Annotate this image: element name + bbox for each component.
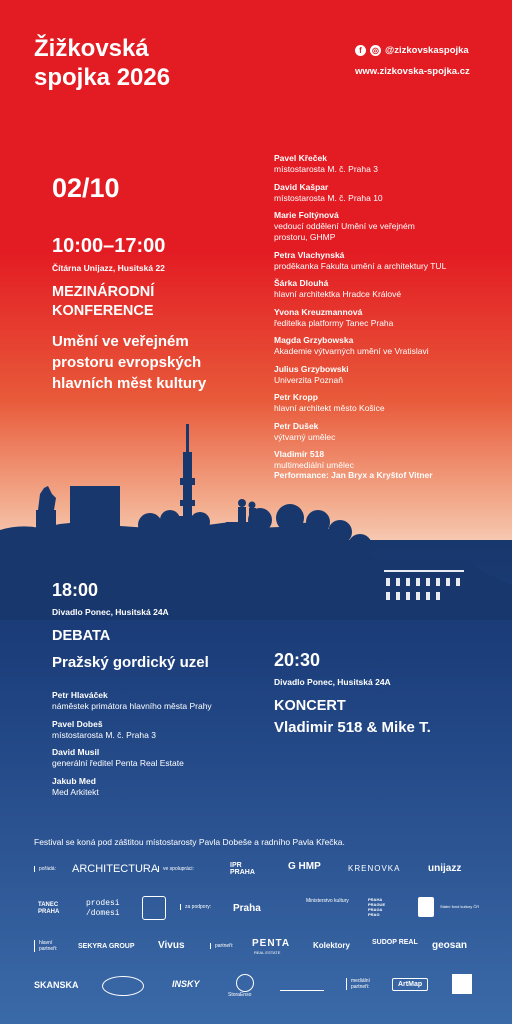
concert-venue: Divadlo Ponec, Husitská 24A [274, 677, 391, 687]
title-line-2: spojka 2026 [34, 64, 171, 91]
logo-praha: Praha [233, 903, 261, 914]
title-line-1: Žižkovská [34, 35, 149, 62]
conference-venue: Čítárna Unijazz, Husitská 22 [52, 263, 165, 273]
logo-praha-grid: PRAHA PRAGUE PRAGA PRAG [368, 897, 386, 917]
label-main-partners-1: hlavní [39, 940, 53, 946]
speaker [274, 307, 504, 329]
speaker [274, 449, 504, 471]
speaker-name: Petr Kropp [274, 392, 318, 402]
speaker-name: Petra Vlachynská [274, 249, 345, 260]
speaker-role: výtvarný umělec [274, 431, 336, 442]
speaker-name: David Musil [52, 747, 100, 757]
logo-sudop: SUDOP REAL [372, 939, 418, 946]
logo-ministerstvo: Ministerstvo kultury [306, 898, 349, 904]
speaker-name: Magda Grzybowska [274, 335, 354, 345]
logo-geosan: geosan [432, 940, 468, 951]
speaker-role: místostarosta M. č. Praha 3 [52, 729, 156, 740]
speaker-name: Petr Hlaváček [52, 690, 108, 700]
label-organizer: pořádá: [34, 866, 56, 872]
label-main-partners [34, 940, 57, 952]
logo-sekyra: SEKYRA GROUP [78, 943, 135, 950]
speaker-role: prostoru, GHMP [274, 232, 336, 242]
conference-type [52, 283, 154, 321]
conference-subtitle [52, 331, 206, 394]
speaker [274, 153, 504, 175]
speaker-role: proděkanka Fakulta umění a architektury TUL [274, 260, 447, 271]
logo-penta: PENTA [252, 938, 291, 949]
conference-type-line-1: MEZINÁRODNÍ [52, 284, 155, 300]
speaker-name: Šárka Dlouhá [274, 278, 329, 288]
subtitle-line-3: hlavních měst kultury [52, 375, 207, 392]
subtitle-line-1: Umění ve veřejném [52, 333, 189, 350]
logo-prodesi: prodesi /domesi [86, 899, 120, 918]
instagram-icon[interactable]: ◎ [370, 45, 381, 56]
debate-speakers [52, 690, 272, 804]
speaker-role: Univerzita Poznaň [274, 374, 343, 385]
speaker [274, 182, 504, 204]
speaker [274, 364, 504, 386]
logo-architectura: ARCHITECTURA [72, 863, 159, 875]
logo-tanec: TANEC PRAHA [38, 902, 60, 915]
speaker [52, 747, 272, 769]
debate-venue: Divadlo Ponec, Husitská 24A [52, 607, 169, 617]
speaker [274, 210, 504, 243]
speaker-role: Akademie výtvarných umění ve Vratislavi [274, 346, 429, 356]
social-links[interactable] [355, 45, 469, 56]
logo-kolektory: Kolektory [313, 941, 350, 950]
logo-row-1 [30, 860, 486, 880]
speaker-role: ředitelka platformy Tanec Praha [274, 317, 394, 328]
conference-time: 10:00–17:00 [52, 235, 166, 257]
speaker-role: hlavní architektka Hradce Králové [274, 289, 402, 299]
event-date: 02/10 [52, 173, 120, 203]
website-link[interactable]: www.zizkovska-spojka.cz [355, 66, 470, 77]
logo-insky: INSKY [172, 979, 200, 989]
logo-krenovka: KRENOVKA [348, 864, 401, 873]
storaenso-icon [236, 974, 254, 992]
building-logo-icon [280, 978, 324, 991]
speaker-role: místostarosta M. č. Praha 10 [274, 192, 383, 203]
logo-artmap: ArtMap [392, 978, 428, 991]
festival-title [34, 34, 170, 92]
logo-storaenso: StoraEnso [228, 992, 252, 998]
label-media-1: mediální [351, 978, 370, 984]
social-handle[interactable]: @zizkovskaspojka [385, 45, 469, 56]
label-media [346, 978, 370, 990]
speaker-name: Petr Dušek [274, 420, 319, 431]
logo-box-icon [142, 896, 166, 920]
speaker-name: Julius Grzybowski [274, 363, 349, 374]
speaker [274, 392, 504, 414]
subtitle-line-2: prostoru evropských [52, 354, 202, 371]
patronage-note: Festival se koná pod záštitou místostarosty Pavla Dobeše a radního Pavla Křečka. [34, 837, 345, 847]
speaker [274, 250, 504, 272]
logo-row-4 [30, 974, 486, 1000]
logo-row-2 [30, 896, 486, 922]
speaker-name: Marie Foltýnová [274, 210, 339, 220]
speaker-name: Pavel Dobeš [52, 718, 103, 729]
speaker-name: David Kašpar [274, 181, 329, 192]
debate-type: DEBATA [52, 628, 111, 644]
logo-skanska: SKANSKA [34, 980, 79, 990]
speaker-role: Med Arkitekt [52, 786, 99, 797]
label-partners: partneři: [210, 943, 233, 949]
speaker [52, 776, 272, 798]
logo-vivus: Vivus [158, 940, 185, 951]
speaker-name: Jakub Med [52, 775, 96, 786]
speaker-name: Vladimír 518 [274, 449, 325, 459]
logo-unijazz: unijazz [428, 863, 462, 874]
speaker [52, 719, 272, 741]
performance-note: Performance: Jan Bryx a Kryštof Vitner [274, 470, 433, 480]
speaker-role: generální ředitel Penta Real Estate [52, 758, 184, 768]
concert-time: 20:30 [274, 650, 321, 670]
logo-row-3 [30, 938, 486, 960]
conference-speakers [274, 153, 504, 478]
lion-emblem-icon [418, 897, 434, 917]
speaker-role: místostarosta M. č. Praha 3 [274, 164, 378, 174]
facebook-icon[interactable]: f [355, 45, 366, 56]
concert-type: KONCERT [274, 698, 346, 714]
media-logo-square-icon [452, 974, 472, 994]
label-support: za podpory: [180, 904, 211, 910]
debate-time: 18:00 [52, 580, 99, 600]
speaker-name: Yvona Kreuzmannová [274, 306, 363, 317]
label-main-partners-2: partneři: [39, 946, 58, 952]
logo-sfk: Státní fond kultury ČR [440, 904, 480, 909]
label-cooperation: ve spolupráci: [158, 866, 194, 872]
concert-subtitle: Vladimir 518 & Mike T. [274, 719, 431, 736]
logo-ghmp: G HMP [288, 861, 321, 872]
speaker-role: náměstek primátora hlavního města Prahy [52, 701, 212, 711]
logo-penta-sub: REAL ESTATE [254, 950, 281, 955]
speaker-role: multimediální umělec [274, 460, 354, 470]
speaker-name: Pavel Křeček [274, 153, 327, 163]
speaker-role: vedoucí oddělení Umění ve veřejném [274, 221, 415, 231]
speaker-role: hlavní architekt město Košice [274, 403, 385, 413]
speaker [52, 690, 272, 712]
speaker [274, 278, 504, 300]
label-media-2: partneři: [351, 984, 370, 990]
oval-logo-icon [102, 976, 144, 996]
conference-type-line-2: KONFERENCE [52, 303, 154, 319]
debate-subtitle: Pražský gordický uzel [52, 654, 209, 671]
logo-ipr: IPR PRAHA [230, 862, 255, 876]
speaker [274, 335, 504, 357]
speaker [274, 421, 504, 443]
